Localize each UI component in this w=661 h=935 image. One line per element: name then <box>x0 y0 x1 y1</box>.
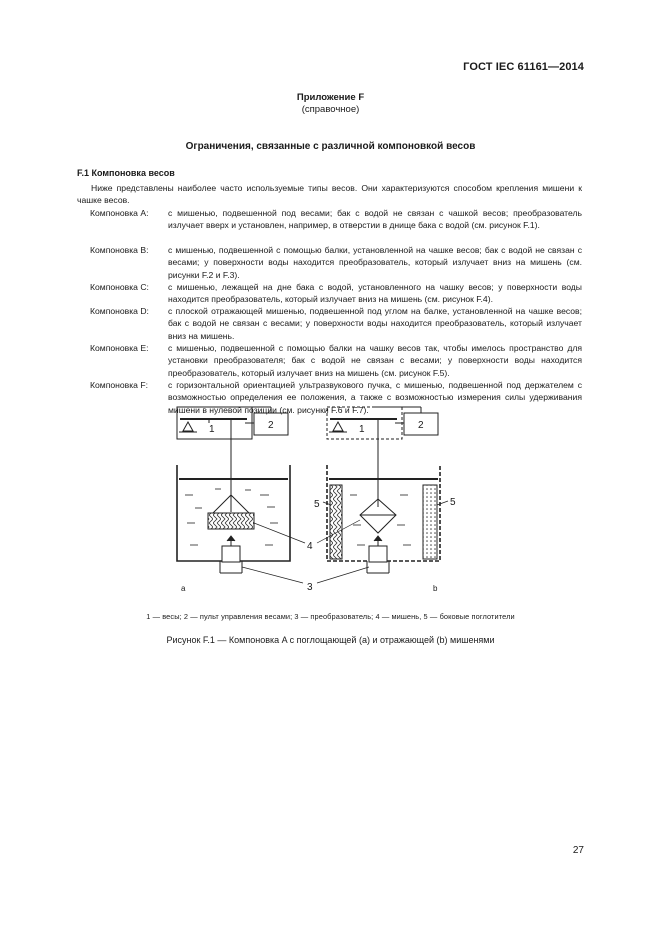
layout-description: с мишенью, подвешенной с помощью балки, установленной на чашке весов; бак с водой не связан с весами; у поверхности воды находится преобразователь, который излучает вниз на мишень (см. рисунки F.2 и F.3). <box>168 245 582 280</box>
label-4: 4 <box>307 541 313 552</box>
label-1b: 1 <box>359 424 365 435</box>
balance-support-icon <box>183 422 193 431</box>
layout-label: Компоновка D: <box>90 306 149 316</box>
absorbing-target <box>208 513 254 529</box>
panel-a <box>177 407 290 573</box>
figure-legend: 1 — весы; 2 — пульт управления весами; 3 — преобразователь; 4 — мишень, 5 — боковые поглотители <box>146 612 515 621</box>
page-number: 27 <box>572 845 584 856</box>
section-intro: Ниже представлены наиболее часто используемые типы весов. Они характеризуются способом крепления мишени к чашке весов. <box>77 183 582 206</box>
layout-description: с мишенью, подвешенной под весами; бак с водой не связан с чашкой весов; преобразователь излучает вверх и установлен, например, в отверстии в днище бака с водой (см. рисунок F.1). <box>168 208 582 231</box>
balance-support-icon <box>333 422 343 431</box>
leader-lines <box>242 501 448 583</box>
layout-label: Компоновка C: <box>90 282 149 292</box>
layout-description: с горизонтальной ориентацией ультразвукового пучка, с мишенью, подвешенной под держателем с возможностью определения ее положения, а также с возможностью измерения силы удерживания мишени в нулевой позиции (см. рисунки F.6 и F.7). <box>168 380 582 415</box>
figure-f1 <box>165 395 475 600</box>
label-2a: 2 <box>268 420 274 431</box>
layout-description: с мишенью, лежащей на дне бака с водой, установленного на чашку весов; у поверхности воды находится преобразователь, который излучает вниз на мишень (см. рисунок F.4). <box>168 282 582 305</box>
side-absorber-right <box>423 485 437 559</box>
layout-label: Компоновка E: <box>90 343 149 353</box>
standard-code: ГОСТ IEC 61161—2014 <box>463 61 584 73</box>
panel-label-b: b <box>433 584 438 593</box>
label-5-right: 5 <box>450 497 456 508</box>
transducer <box>369 546 387 562</box>
layout-label: Компоновка F: <box>90 380 148 390</box>
layout-description: с мишенью, подвешенной с помощью балки на чашку весов так, чтобы имелось пространство для установки преобразователя; бак с водой не связан с весами; у поверхности воды находится преобразователь, который излучает вниз на мишень (см. рисунок F.5). <box>168 343 582 378</box>
figure-caption: Рисунок F.1 — Компоновка A с поглощающей (a) и отражающей (b) мишенями <box>166 635 495 645</box>
layout-label: Компоновка B: <box>90 245 149 255</box>
layout-description: с плоской отражающей мишенью, подвешенной под углом на балке, установленной на чашке весов; бак с водой не связан с весами; у поверхности воды находится преобразователь, который излучает вниз на мишень. <box>168 306 582 341</box>
side-absorber-left <box>330 485 342 559</box>
figure-f1-diagram <box>165 395 475 600</box>
label-3: 3 <box>307 582 313 593</box>
layout-label: Компоновка A: <box>90 208 149 218</box>
label-2b: 2 <box>418 420 424 431</box>
panel-label-a: a <box>181 584 186 593</box>
label-5-left: 5 <box>314 499 320 510</box>
panel-b <box>327 407 440 573</box>
appendix-heading: Ограничения, связанные с различной компоновкой весов <box>185 141 476 152</box>
appendix-kind: (справочное) <box>301 104 360 115</box>
appendix-title: Приложение F <box>296 92 365 103</box>
label-1a: 1 <box>209 424 215 435</box>
transducer <box>222 546 240 562</box>
section-title: F.1 Компоновка весов <box>77 168 175 178</box>
